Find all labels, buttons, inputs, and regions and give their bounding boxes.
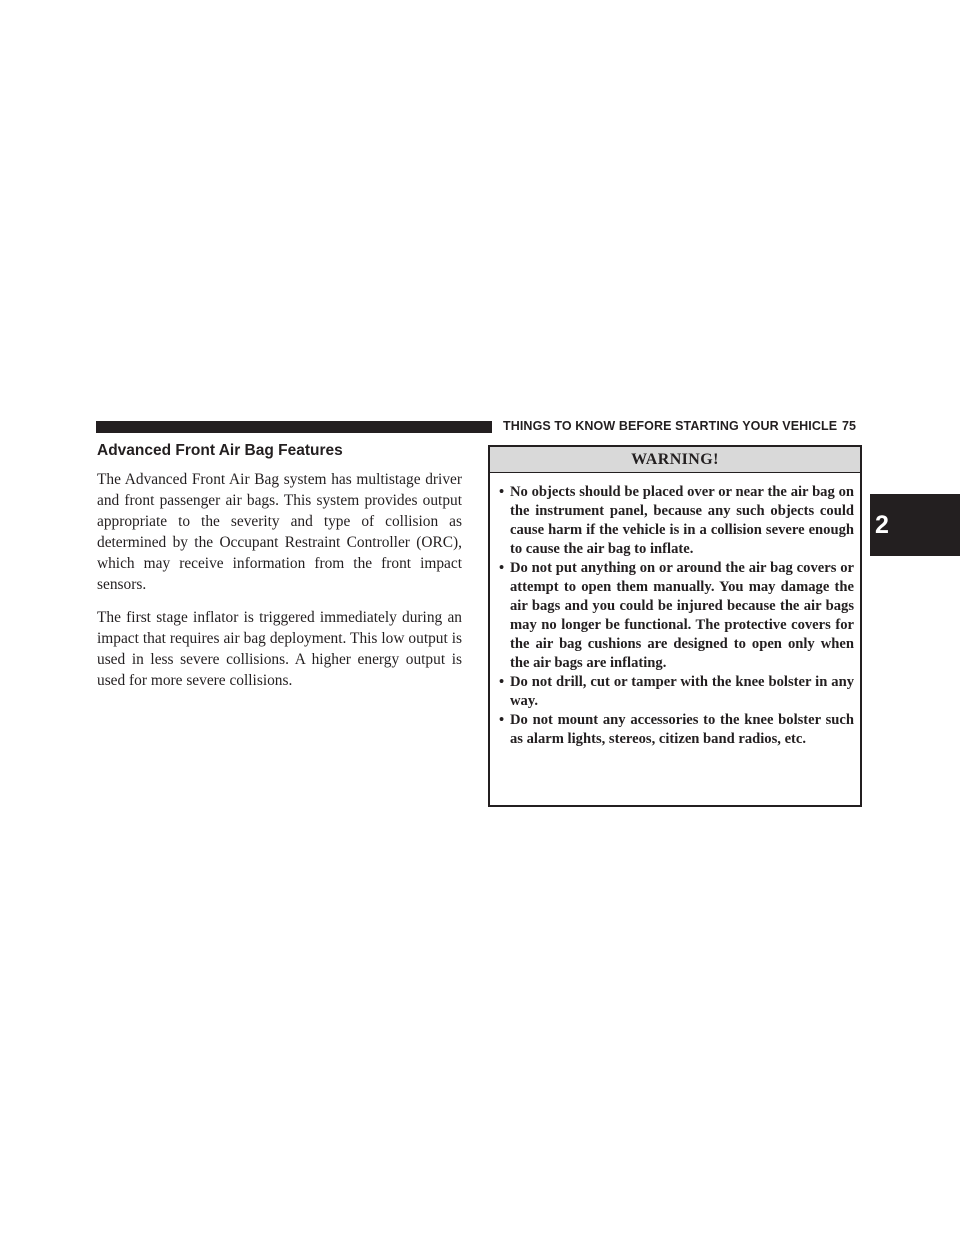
bullet-icon: • bbox=[499, 560, 505, 576]
running-header-title: THINGS TO KNOW BEFORE STARTING YOUR VEHICLE bbox=[503, 419, 838, 433]
header-rule-bar bbox=[96, 421, 492, 433]
warning-item-text: Do not drill, cut or tamper with the knee bolster in any way. bbox=[510, 674, 854, 709]
warning-item-text: Do not mount any accessories to the knee bolster such as alarm lights, stereos, citizen band radios, etc. bbox=[510, 712, 854, 747]
warning-item-text: Do not put anything on or around the air bag covers or attempt to open them manually. You may damage the air bags and you could be injured because the air bags may no longer be functional. The protective covers for the air bag cushions are designed to open only when the air bags are inflating. bbox=[510, 560, 854, 671]
warning-item bbox=[499, 559, 854, 673]
warning-item bbox=[499, 673, 854, 711]
section-heading: Advanced Front Air Bag Features bbox=[97, 442, 343, 459]
warning-item bbox=[499, 711, 854, 749]
warning-item bbox=[499, 483, 854, 559]
body-paragraph: The first stage inflator is triggered immediately during an impact that requires air bag deployment. This low output is used in less severe collisions. A higher energy output is used for more severe collisions. bbox=[97, 609, 462, 689]
warning-list bbox=[490, 473, 860, 749]
warning-box bbox=[488, 445, 862, 807]
bullet-icon: • bbox=[499, 712, 505, 728]
bullet-icon: • bbox=[499, 484, 505, 500]
chapter-tab: 2 bbox=[870, 494, 960, 556]
section-column bbox=[97, 440, 462, 703]
bullet-icon: • bbox=[499, 674, 505, 690]
warning-title: WARNING! bbox=[490, 447, 860, 473]
body-paragraph: The Advanced Front Air Bag system has multistage driver and front passenger air bags. This system provides output appropriate to the severity and type of collision as determined by the Occupant Restraint Controller (ORC), which may receive information from the front impact sensors. bbox=[97, 471, 462, 593]
warning-item-text: No objects should be placed over or near the air bag on the instrument panel, because any such objects could cause harm if the vehicle is in a collision severe enough to cause the air bag to inflate. bbox=[510, 484, 854, 557]
page-number: 75 bbox=[842, 419, 856, 433]
